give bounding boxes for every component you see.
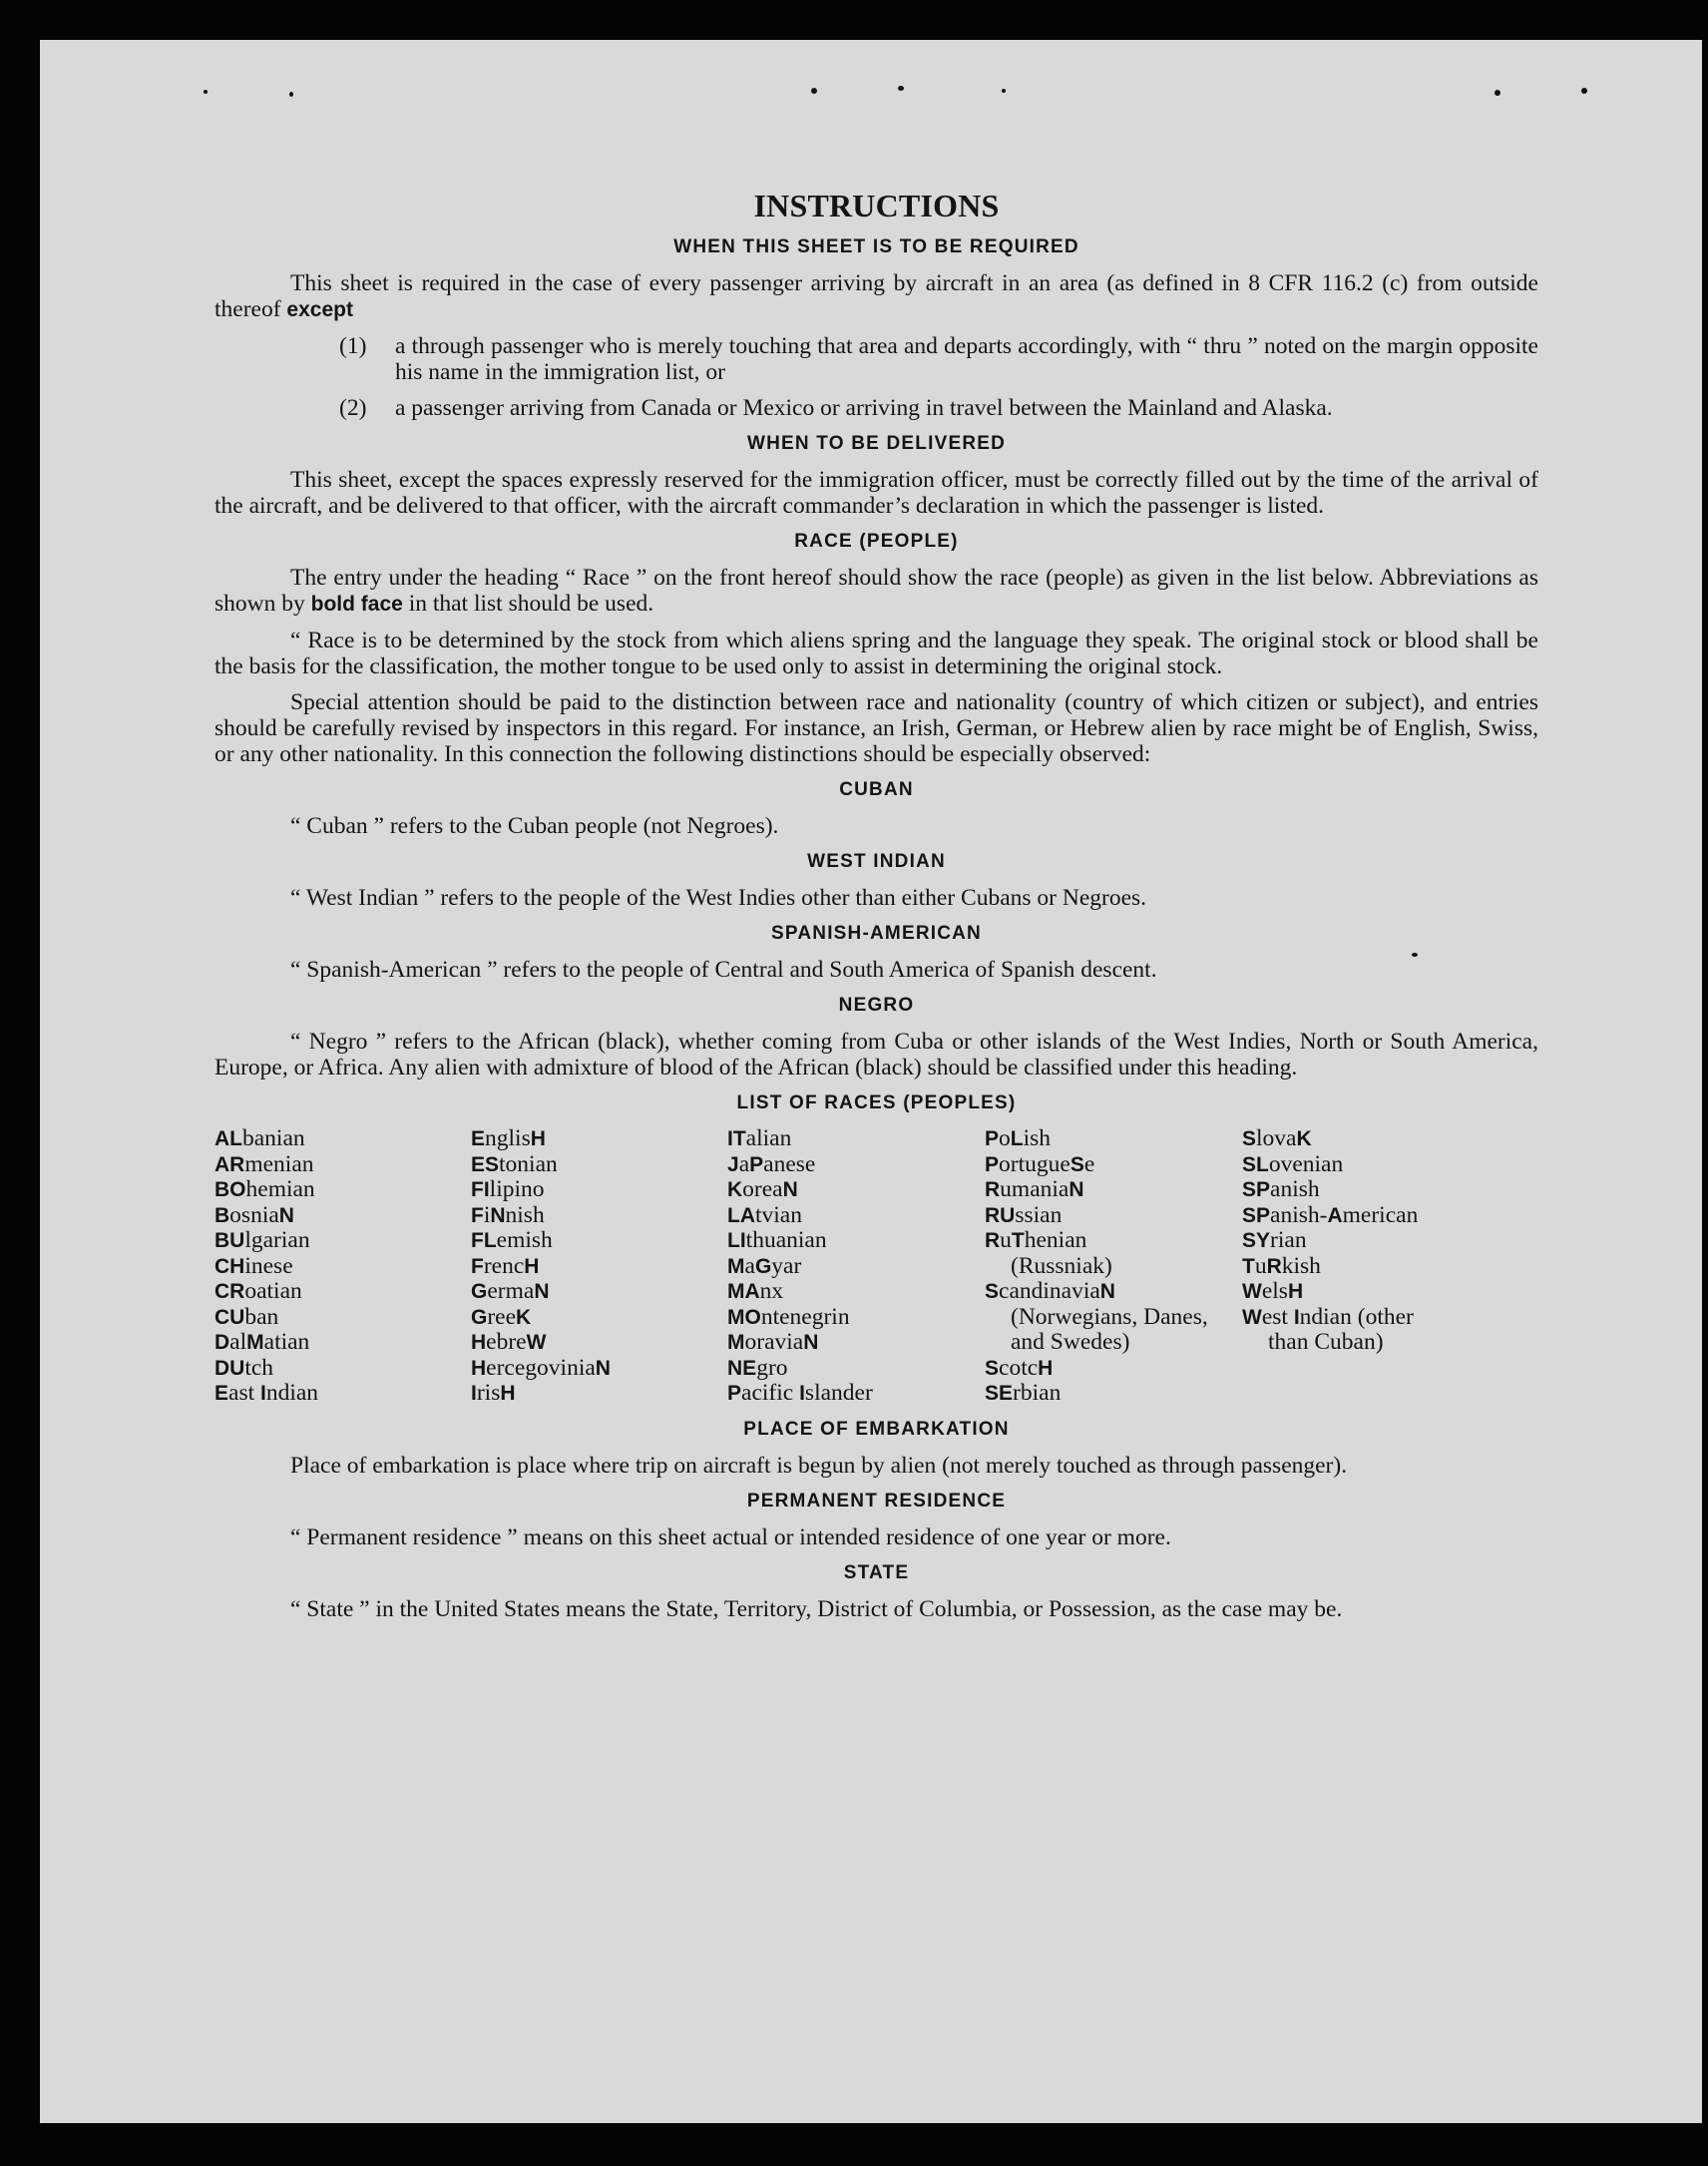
residence-paragraph: “ Permanent residence ” means on this sheet actual or intended residence of one year or more.: [290, 1523, 1171, 1550]
race-entry: FIlipino: [471, 1176, 545, 1202]
race-column-2: [471, 1126, 727, 1407]
heading-spanish-american: SPANISH-AMERICAN: [771, 923, 982, 944]
race-entry: SYrian: [1242, 1227, 1307, 1253]
race-entry: GermaN: [471, 1278, 550, 1304]
heading-state: STATE: [843, 1561, 910, 1583]
race-entry: IrisH: [471, 1380, 516, 1406]
race-entry: ALbanian: [214, 1125, 305, 1151]
exception-item: [214, 395, 1538, 421]
race-entry: ScotcH: [985, 1354, 1054, 1381]
race-entry: ITalian: [727, 1125, 792, 1151]
race-entry: SlovaK: [1242, 1125, 1312, 1151]
race-entry: MOntenegrin: [727, 1303, 850, 1330]
race-entry: EStonian: [471, 1150, 558, 1177]
race-entry: CUban: [214, 1303, 279, 1330]
heading-negro: NEGRO: [838, 995, 915, 1016]
west-indian-paragraph: “ West Indian ” refers to the people of the West Indies other than either Cubans or Negroes.: [290, 885, 1147, 911]
delivery-paragraph: This sheet, except the spaces expressly reserved for the immigration officer, must be correctly filled out by the time of the arrival of the aircraft, and be delivered to that officer, with the aircraft commander’s declaration in which the passenger is listed.: [214, 467, 1538, 519]
exception-item: [214, 333, 1538, 385]
requirement-paragraph: [214, 270, 1538, 323]
heading-when-delivered: WHEN TO BE DELIVERED: [746, 433, 1007, 454]
race-entry: SPanish-American: [1242, 1201, 1419, 1228]
race-entry: TuRkish: [1242, 1252, 1321, 1279]
instructions-content: [214, 188, 1538, 1632]
except-bold: except: [286, 298, 353, 321]
race-entry: MoraviaN: [727, 1329, 819, 1355]
race-text-a: The entry under the heading “ Race ” on the front hereof should show the race (people) as given in the list below. Abbreviations as shown by: [214, 565, 1538, 617]
race-entry: ARmenian: [214, 1150, 314, 1177]
race-entry: FLemish: [471, 1227, 553, 1253]
race-column-1: [214, 1126, 471, 1407]
race-entry: PortugueSe: [985, 1150, 1095, 1177]
race-entry: JaPanese: [727, 1150, 816, 1177]
item-number: (2): [339, 395, 367, 421]
heading-list-of-races: LIST OF RACES (PEOPLES): [736, 1092, 1017, 1113]
race-entry: LIthuanian: [727, 1227, 827, 1253]
race-entry: West Indian (other than Cuban): [1242, 1303, 1414, 1355]
heading-west-indian: WEST INDIAN: [807, 851, 946, 872]
race-entry: CRoatian: [214, 1278, 302, 1304]
race-entry: FrencH: [471, 1252, 540, 1279]
heading-cuban: CUBAN: [839, 779, 914, 800]
race-entry: SLovenian: [1242, 1150, 1344, 1177]
speck: [289, 92, 293, 97]
race-entry: BUlgarian: [214, 1227, 310, 1253]
document-page: [40, 40, 1702, 2123]
heading-embarkation: PLACE OF EMBARKATION: [743, 1418, 1010, 1440]
race-entry: FiNnish: [471, 1201, 545, 1228]
race-entry: DUtch: [214, 1354, 274, 1381]
race-entry: RUssian: [985, 1201, 1063, 1228]
race-entry: MAnx: [727, 1278, 784, 1304]
spanish-american-paragraph: “ Spanish-American ” refers to the people of Central and South America of Spanish descent.: [290, 957, 1157, 983]
race-entry: WelsH: [1242, 1278, 1304, 1304]
race-entry: CHinese: [214, 1252, 293, 1279]
race-entry: KoreaN: [727, 1176, 798, 1202]
race-entry: DalMatian: [214, 1329, 310, 1355]
page-title: INSTRUCTIONS: [753, 188, 1000, 223]
item-text: a passenger arriving from Canada or Mexico or arriving in travel between the Mainland and Alaska.: [395, 395, 1333, 421]
race-paragraph-1: [214, 565, 1538, 618]
race-entry: LAtvian: [727, 1201, 802, 1228]
cuban-paragraph: “ Cuban ” refers to the Cuban people (not Negroes).: [290, 813, 779, 839]
speck: [811, 88, 817, 94]
race-text-b: in that list should be used.: [408, 591, 654, 617]
heading-when-required: WHEN THIS SHEET IS TO BE REQUIRED: [673, 236, 1079, 257]
race-entry: EnglisH: [471, 1125, 546, 1151]
race-list: [214, 1126, 1538, 1407]
race-entry: BosniaN: [214, 1201, 294, 1228]
speck: [204, 90, 208, 94]
race-paragraph-3: Special attention should be paid to the distinction between race and nationality (country of which citizen or subject), and entries should be carefully revised by inspectors in this regard. For instance, an Irish, German, or Hebrew alien by race might be of English, Swiss, or any other nationality. In this connection the following distinctions should be especially observed:: [214, 689, 1538, 767]
embarkation-paragraph: Place of embarkation is place where trip on aircraft is begun by alien (not merely touched as through passenger).: [290, 1452, 1348, 1479]
item-text: a through passenger who is merely touching that area and departs accordingly, with “ thru ” noted on the margin opposite his name in the immigration list, or: [395, 333, 1538, 385]
speck: [1002, 89, 1006, 93]
race-entry: BOhemian: [214, 1176, 315, 1202]
race-entry: SPanish: [1242, 1176, 1320, 1202]
race-entry: SErbian: [985, 1380, 1062, 1406]
race-column-4: [985, 1126, 1242, 1407]
race-entry: Pacific Islander: [727, 1380, 873, 1406]
state-paragraph: “ State ” in the United States means the State, Territory, District of Columbia, or Possession, as the case may be.: [290, 1595, 1343, 1622]
race-entry: GreeK: [471, 1303, 532, 1330]
heading-race: RACE (PEOPLE): [794, 531, 959, 552]
race-column-5: [1242, 1126, 1472, 1407]
bold-face-label: bold face: [310, 593, 403, 616]
requirement-text: This sheet is required in the case of every passenger arriving by aircraft in an area (as defined in 8 CFR 116.2 (c) from outside thereof: [214, 270, 1538, 322]
race-entry: East Indian: [214, 1380, 319, 1406]
race-column-3: [727, 1126, 985, 1407]
speck: [898, 86, 904, 91]
race-entry: HebreW: [471, 1329, 547, 1355]
heading-permanent-residence: PERMANENT RESIDENCE: [746, 1490, 1007, 1512]
race-entry: HercegoviniaN: [471, 1354, 611, 1381]
negro-paragraph: “ Negro ” refers to the African (black), whether coming from Cuba or other islands of the West Indies, North or South America, Europe, or Africa. Any alien with admixture of blood of the African (black) should be classified under this heading.: [214, 1029, 1538, 1081]
speck: [1494, 90, 1500, 96]
item-number: (1): [339, 333, 367, 359]
speck: [1581, 88, 1587, 94]
race-paragraph-2: “ Race is to be determined by the stock from which aliens spring and the language they speak. The original stock or blood shall be the basis for the classification, the mother tongue to be used only to assist in determining the original stock.: [214, 628, 1538, 679]
race-entry: RuThenian (Russniak): [985, 1227, 1112, 1279]
race-entry: NEgro: [727, 1354, 788, 1381]
race-entry: MaGyar: [727, 1252, 802, 1279]
race-entry: PoLish: [985, 1125, 1052, 1151]
race-entry: RumaniaN: [985, 1176, 1084, 1202]
race-entry: ScandinaviaN (Norwegians, Danes, and Swedes): [985, 1278, 1208, 1355]
